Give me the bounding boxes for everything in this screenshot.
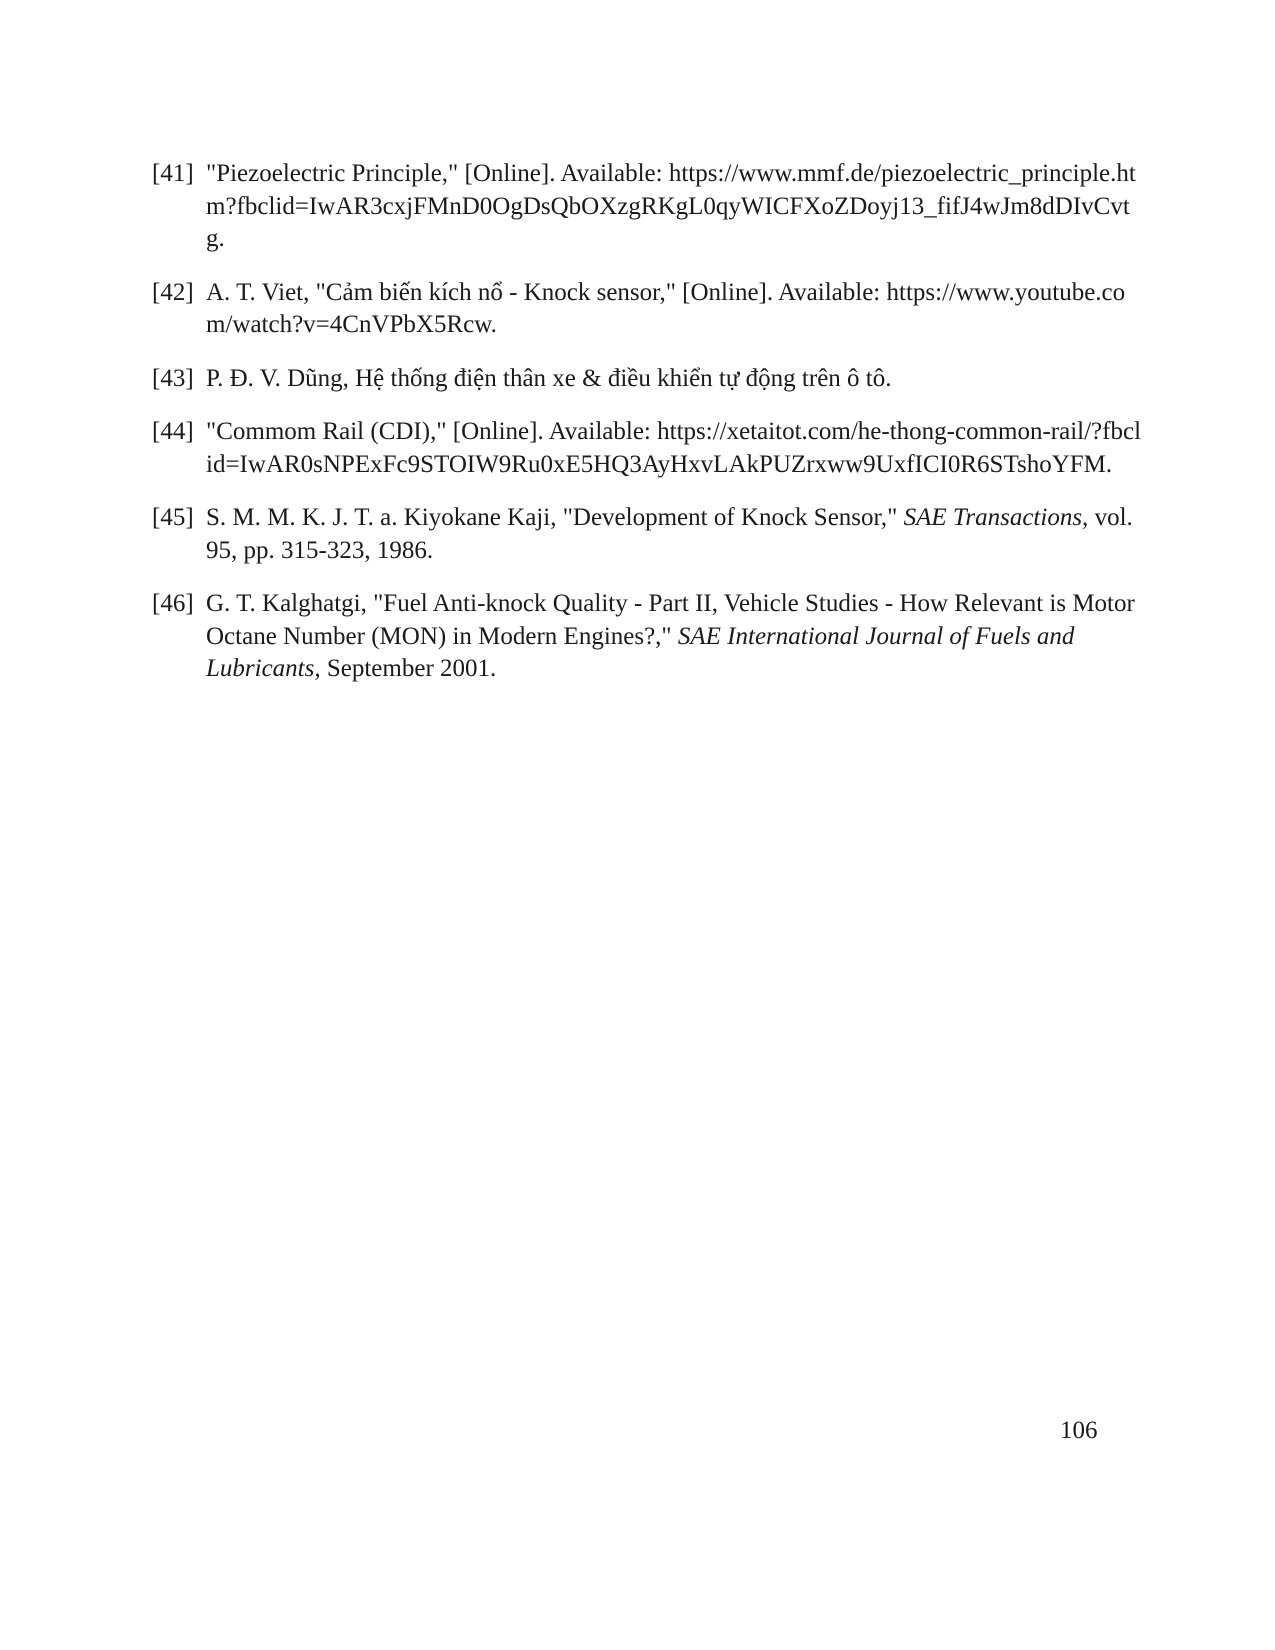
reference-journal: SAE Transactions,: [903, 504, 1089, 531]
reference-item-42: [152, 277, 1142, 342]
reference-url[interactable]: https://www.youtube.com/watch?v=4CnVPbX5Rcw.: [206, 278, 1126, 338]
reference-authors-title: S. M. M. K. J. T. a. Kiyokane Kaji, "Development of Knock Sensor,": [206, 504, 904, 531]
reference-title: A. T. Viet, "Cảm biến kích nổ - Knock sensor," [Online]. Available:: [206, 278, 887, 306]
reference-url[interactable]: https://www.mmf.de/piezoelectric_principle.htm?fbclid=IwAR3cxjFMnD0OgDsQbOXzgRKgL0qyWICFXoZDoyj13_fifJ4wJm8dDIvCvtg.: [206, 160, 1136, 252]
reference-number: [42]: [152, 278, 194, 306]
reference-text: [206, 502, 1142, 567]
reference-item-43: [152, 363, 1142, 396]
reference-title: P. Đ. V. Dũng, Hệ thống điện thân xe & điều khiển tự động trên ô tô.: [206, 364, 892, 392]
reference-number: [46]: [152, 590, 194, 617]
reference-title: "Piezoelectric Principle," [Online]. Available:: [206, 160, 669, 187]
reference-text: [206, 416, 1142, 481]
reference-number: [43]: [152, 364, 194, 392]
reference-url[interactable]: https://xetaitot.com/he-thong-common-rail/?fbclid=IwAR0sNPExFc9STOIW9Ru0xE5HQ3AyHxvLAkPUZrxww9UxfICI0R6STshoYFM.: [206, 418, 1142, 478]
reference-details: September 2001.: [320, 655, 497, 682]
reference-item-44: [152, 416, 1142, 481]
reference-number: [45]: [152, 504, 194, 531]
page-number: 106: [1060, 1417, 1098, 1444]
reference-text: [206, 158, 1142, 256]
reference-item-45: [152, 502, 1142, 567]
reference-list: [152, 158, 1142, 707]
reference-item-46: [152, 588, 1142, 686]
reference-item-41: [152, 158, 1142, 256]
reference-journal: SAE International Journal of Fuels and Lubricants,: [206, 622, 1075, 682]
reference-text: [206, 588, 1142, 686]
reference-details: vol. 95, pp. 315-323, 1986.: [206, 504, 1133, 564]
reference-authors-title: G. T. Kalghatgi, "Fuel Anti-knock Quality - Part II, Vehicle Studies - How Relevant is Motor Octane Number (MON) in Modern Engines?,": [206, 590, 1135, 650]
reference-text: [206, 277, 1142, 342]
reference-number: [44]: [152, 418, 194, 445]
reference-number: [41]: [152, 160, 194, 187]
reference-text: [206, 363, 1142, 396]
reference-title: "Commom Rail (CDI)," [Online]. Available:: [206, 418, 658, 445]
